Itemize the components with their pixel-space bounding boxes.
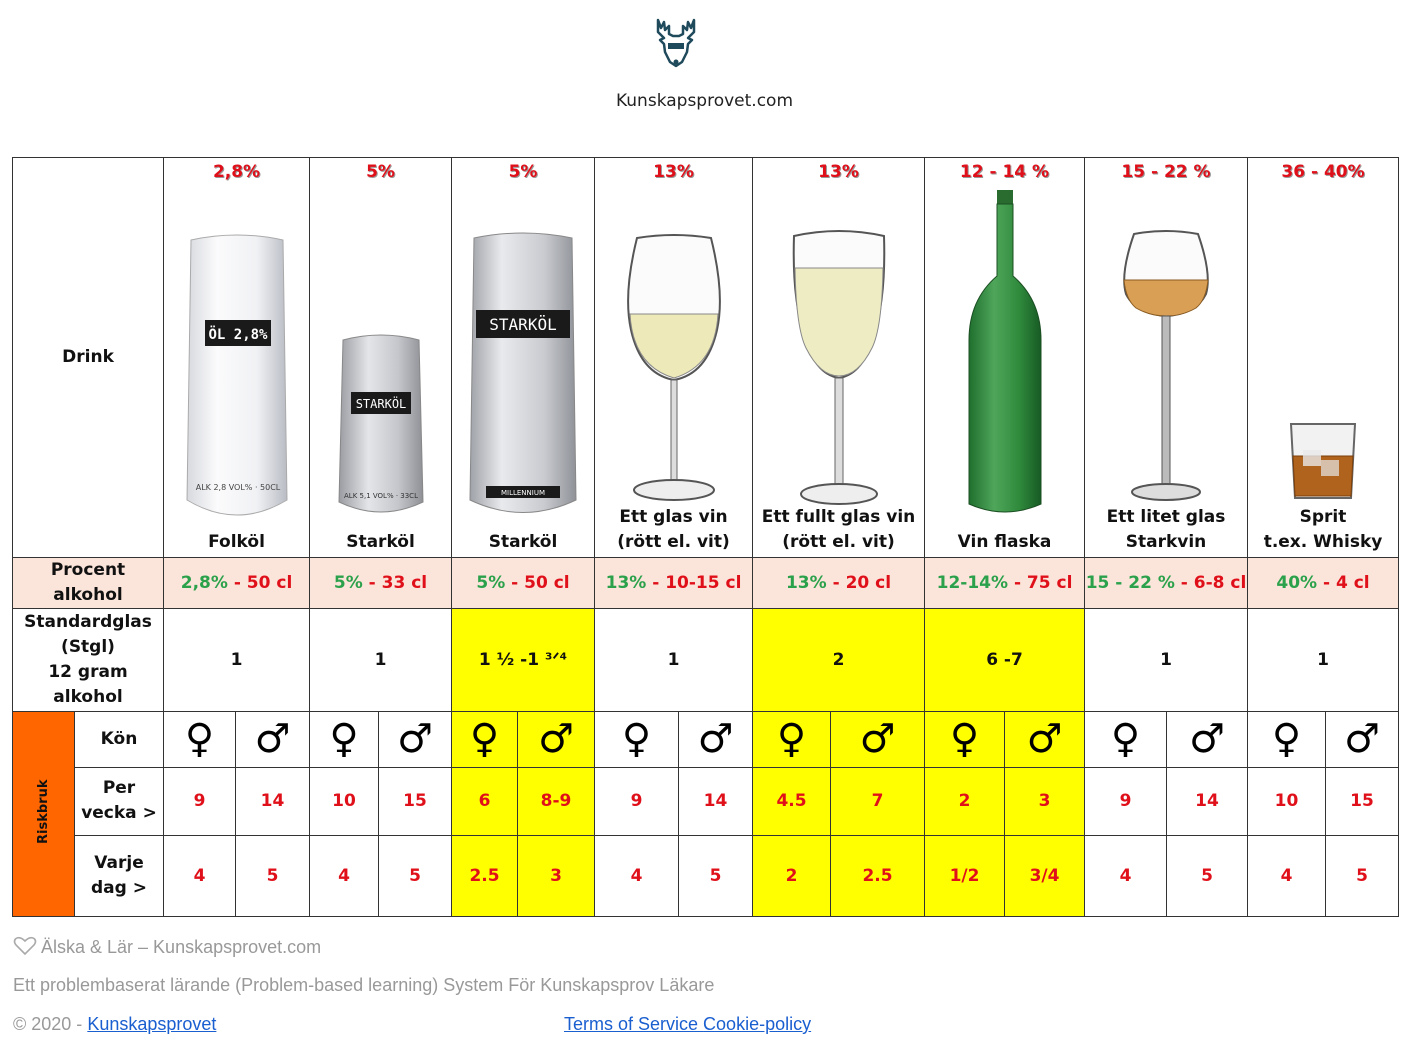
drink-label: Starköl <box>346 531 415 552</box>
drink-label: Vin flaska <box>957 531 1052 552</box>
drink-label: Ett glas vin (rött el. vit) <box>617 506 730 552</box>
male-symbol-cell <box>679 711 753 767</box>
male-symbol-cell <box>1326 711 1399 767</box>
male-symbol-cell <box>1167 711 1248 767</box>
volume-value: - 75 cl <box>1008 572 1073 593</box>
svg-text:MILLENNIUM: MILLENNIUM <box>501 489 546 497</box>
female-symbol-icon: ♀ <box>1271 716 1302 763</box>
drink-header: Drink <box>13 158 164 558</box>
volume-value: - 50 cl <box>505 572 570 593</box>
policy-links <box>564 1014 811 1035</box>
fortified-wine-glass-image <box>1116 230 1216 502</box>
male-symbol-cell <box>831 711 925 767</box>
stgl-cell: 1 ½ -1 ³ᐟ⁴ <box>452 608 595 711</box>
stgl-cell: 1 <box>164 608 310 711</box>
female-symbol-cell <box>925 711 1005 767</box>
drink-percent: 2,8% <box>212 162 261 182</box>
svg-text:STARKÖL: STARKÖL <box>489 315 557 334</box>
volume-value: - 50 cl <box>227 572 293 593</box>
female-symbol-cell <box>1248 711 1326 767</box>
vecka-male-value: 8-9 <box>518 767 595 835</box>
dag-male-value: 5 <box>679 835 753 916</box>
full-wine-glass-image <box>784 228 894 512</box>
stgl-cell: 1 <box>595 608 753 711</box>
footer-description: Ett problembaserat lärande (Problem-based learning) System För Kunskapsprov Läkare <box>13 975 715 995</box>
percent-value: 13% <box>785 572 827 593</box>
percent-value: 13% <box>605 572 647 593</box>
kon-label: Kön <box>75 711 164 767</box>
stgl-cell: 1 <box>1085 608 1248 711</box>
stgl-header: Standardglas (Stgl) 12 gram alkohol <box>13 608 164 711</box>
procent-cell <box>595 557 753 608</box>
female-symbol-cell <box>164 711 236 767</box>
volume-value: - 6-8 cl <box>1174 572 1247 593</box>
female-symbol-cell <box>753 711 831 767</box>
procent-cell <box>925 557 1085 608</box>
male-symbol-cell <box>236 711 310 767</box>
site-name[interactable]: Kunskapsprovet.com <box>615 91 794 111</box>
vecka-male-value: 14 <box>679 767 753 835</box>
drink-percent: 5% <box>366 162 395 182</box>
male-symbol-icon: ♂ <box>859 716 896 763</box>
whisky-glass-image <box>1287 420 1359 502</box>
vecka-female-value: 9 <box>595 767 679 835</box>
drink-percent: 15 - 22 % <box>1121 162 1211 182</box>
dag-female-value: 2 <box>753 835 831 916</box>
drink-label: Sprit t.ex. Whisky <box>1263 506 1383 552</box>
female-symbol-icon: ♀ <box>621 716 652 763</box>
alcohol-table <box>12 157 1399 917</box>
female-symbol-cell <box>1085 711 1167 767</box>
terms-of-service-link[interactable]: Terms of Service <box>564 1014 704 1034</box>
copyright-link[interactable]: Kunskapsprovet <box>87 1014 217 1034</box>
procent-cell <box>164 557 310 608</box>
drink-label: Ett fullt glas vin (rött el. vit) <box>761 506 916 552</box>
vecka-female-value: 9 <box>164 767 236 835</box>
drink-cell-fortified-wine <box>1085 158 1248 558</box>
female-symbol-icon: ♀ <box>184 716 215 763</box>
male-symbol-icon: ♂ <box>1344 716 1380 763</box>
drink-label: Starköl <box>488 531 558 552</box>
vecka-female-value: 2 <box>925 767 1005 835</box>
drink-cell-folkol <box>164 158 310 558</box>
site-header <box>0 0 1409 157</box>
riskbruk-label: Riskbruk <box>36 779 51 845</box>
vecka-male-value: 15 <box>1326 767 1399 835</box>
female-symbol-cell <box>595 711 679 767</box>
svg-text:ALK 2,8 VOL% · 50CL: ALK 2,8 VOL% · 50CL <box>195 483 280 492</box>
riskbruk-label-cell <box>13 711 75 916</box>
male-symbol-cell <box>379 711 452 767</box>
drink-cell-starkol-large <box>452 158 595 558</box>
starkol-small-can-image <box>335 332 427 517</box>
procent-header: Procent alkohol <box>13 557 164 608</box>
male-symbol-cell <box>518 711 595 767</box>
vecka-female-value: 4.5 <box>753 767 831 835</box>
drink-cell-whisky <box>1248 158 1399 558</box>
stgl-cell: 1 <box>310 608 452 711</box>
dag-female-value: 2.5 <box>452 835 518 916</box>
drink-cell-wine-glass <box>595 158 753 558</box>
vecka-female-value: 9 <box>1085 767 1167 835</box>
dag-male-value: 5 <box>379 835 452 916</box>
percent-value: 5% <box>476 572 506 593</box>
wine-glass-image <box>619 234 729 506</box>
procent-cell <box>310 557 452 608</box>
percent-value: 40% <box>1276 572 1318 593</box>
vecka-female-value: 10 <box>310 767 379 835</box>
female-symbol-icon: ♀ <box>776 716 807 763</box>
percent-value: 5% <box>333 572 363 593</box>
procent-cell <box>452 557 595 608</box>
drink-percent: 5% <box>508 162 538 182</box>
vecka-male-value: 15 <box>379 767 452 835</box>
dag-male-value: 3 <box>518 835 595 916</box>
footer-tagline-text: Älska & Lär – Kunskapsprovet.com <box>41 937 322 957</box>
dag-male-value: 3/4 <box>1005 835 1085 916</box>
percent-value: 15 - 22 % <box>1085 572 1175 593</box>
procent-cell <box>753 557 925 608</box>
dag-female-value: 4 <box>164 835 236 916</box>
cookie-policy-link[interactable]: Cookie-policy <box>703 1014 812 1034</box>
female-symbol-icon: ♀ <box>469 716 500 763</box>
male-symbol-icon: ♂ <box>254 716 291 763</box>
starkol-large-can-image <box>464 230 582 520</box>
vecka-label: Per vecka > <box>75 767 164 835</box>
percent-value: 12-14% <box>936 572 1009 593</box>
dag-female-value: 4 <box>1085 835 1167 916</box>
male-symbol-icon: ♂ <box>397 716 433 763</box>
female-symbol-cell <box>310 711 379 767</box>
deer-head-icon[interactable] <box>652 18 700 68</box>
stgl-cell: 2 <box>753 608 925 711</box>
male-symbol-icon: ♂ <box>1189 716 1225 763</box>
vecka-male-value: 14 <box>1167 767 1248 835</box>
volume-value: - 4 cl <box>1317 572 1370 593</box>
svg-text:ÖL 2,8%: ÖL 2,8% <box>208 327 268 343</box>
dag-female-value: 1/2 <box>925 835 1005 916</box>
heart-icon <box>13 936 37 956</box>
drink-cell-full-wine-glass <box>753 158 925 558</box>
dag-female-value: 4 <box>595 835 679 916</box>
drink-percent: 36 - 40% <box>1281 162 1365 182</box>
drink-cell-starkol-small <box>310 158 452 558</box>
procent-cell <box>1085 557 1248 608</box>
svg-text:STARKÖL: STARKÖL <box>355 397 406 411</box>
male-symbol-icon: ♂ <box>697 716 734 763</box>
dag-female-value: 4 <box>310 835 379 916</box>
female-symbol-cell <box>452 711 518 767</box>
procent-cell <box>1248 557 1399 608</box>
dag-male-value: 5 <box>1326 835 1399 916</box>
wine-bottle-image <box>965 190 1045 518</box>
stgl-cell: 6 -7 <box>925 608 1085 711</box>
drink-label: Folköl <box>208 531 265 552</box>
percent-value: 2,8% <box>180 572 228 593</box>
drink-label: Ett litet glas Starkvin <box>1106 506 1226 552</box>
folkol-can-image <box>181 230 293 526</box>
drink-percent: 13% <box>653 162 694 182</box>
dag-male-value: 2.5 <box>831 835 925 916</box>
female-symbol-icon: ♀ <box>949 716 980 763</box>
footer-tagline <box>13 936 321 958</box>
female-symbol-icon: ♀ <box>1110 716 1141 763</box>
drink-percent: 13% <box>818 162 859 182</box>
copyright-text: © 2020 - <box>13 1014 88 1034</box>
male-symbol-icon: ♂ <box>538 716 574 763</box>
vecka-female-value: 6 <box>452 767 518 835</box>
volume-value: - 20 cl <box>826 572 892 593</box>
dag-male-value: 5 <box>236 835 310 916</box>
svg-text:ALK 5,1 VOL% · 33CL: ALK 5,1 VOL% · 33CL <box>343 492 418 500</box>
dag-male-value: 5 <box>1167 835 1248 916</box>
drink-percent: 12 - 14 % <box>959 162 1050 182</box>
male-symbol-icon: ♂ <box>1026 716 1063 763</box>
vecka-female-value: 10 <box>1248 767 1326 835</box>
drink-cell-wine-bottle <box>925 158 1085 558</box>
vecka-male-value: 7 <box>831 767 925 835</box>
footer-links-row <box>13 1014 1393 1035</box>
volume-value: - 10-15 cl <box>646 572 742 593</box>
vecka-male-value: 3 <box>1005 767 1085 835</box>
volume-value: - 33 cl <box>362 572 428 593</box>
vecka-male-value: 14 <box>236 767 310 835</box>
female-symbol-icon: ♀ <box>329 716 359 763</box>
dag-label: Varje dag > <box>75 835 164 916</box>
dag-female-value: 4 <box>1248 835 1326 916</box>
male-symbol-cell <box>1005 711 1085 767</box>
stgl-cell: 1 <box>1248 608 1399 711</box>
